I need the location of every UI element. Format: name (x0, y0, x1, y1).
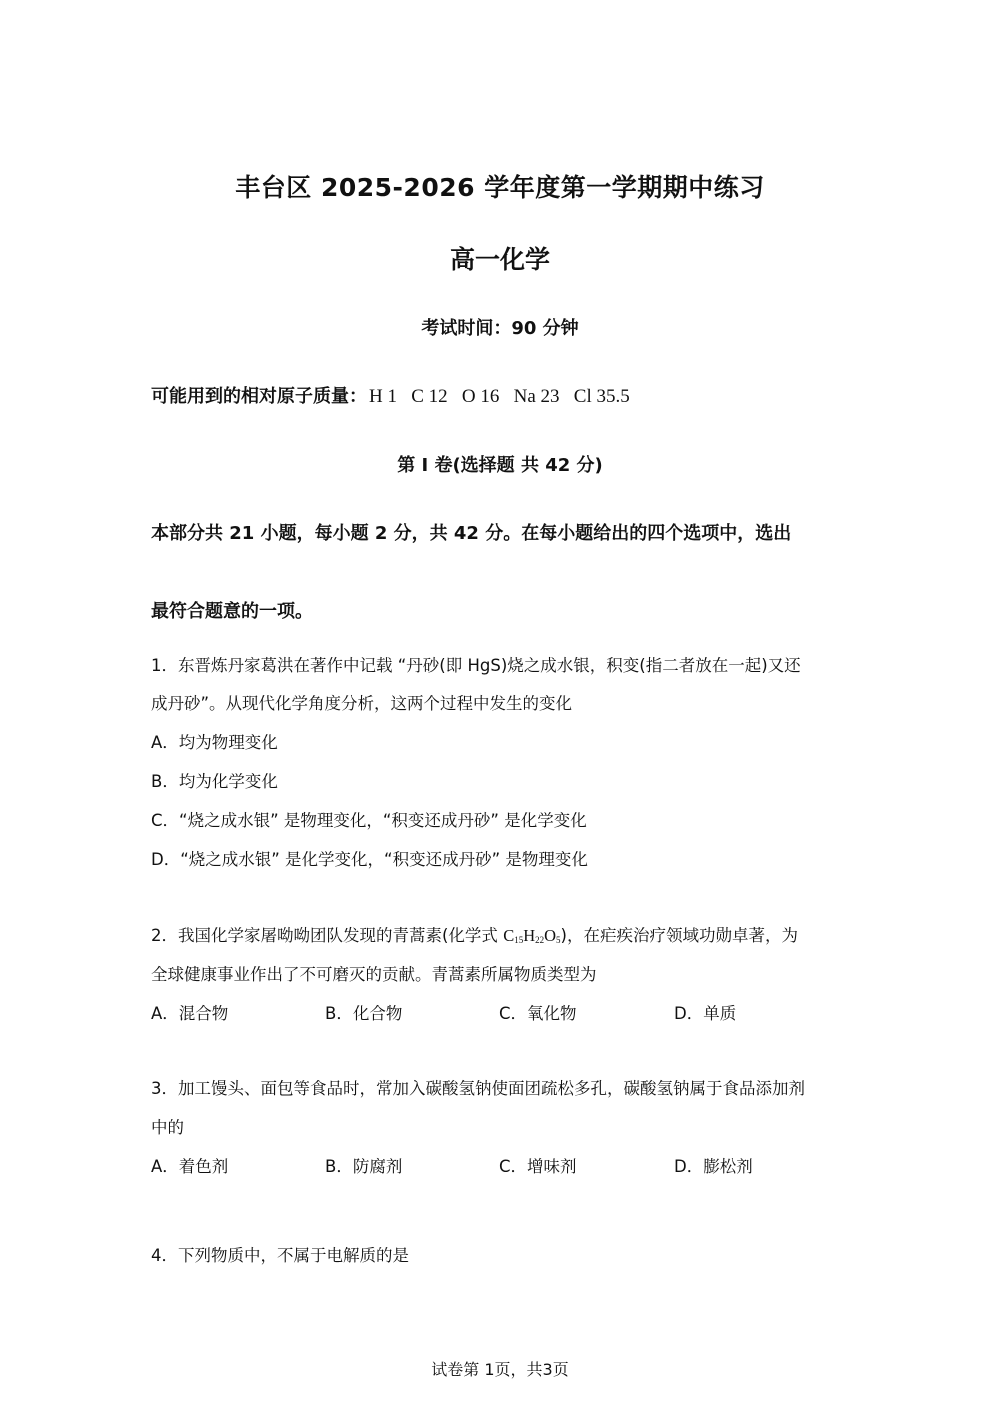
exam-title: 丰台区 2025-2026 学年度第一学期期中练习 (235, 173, 765, 202)
formula-h-count: 22 (535, 935, 545, 945)
question-2-stem-post: )，在疟疾治疗领域功勋卓著，为 (560, 926, 798, 945)
section-instructions-line2: 最符合题意的一项。 (151, 601, 313, 622)
subject-title: 高一化学 (449, 245, 550, 274)
formula-c: C (503, 926, 515, 945)
artemisinin-formula (503, 926, 560, 945)
question-1-option-c: C．“烧之成水银” 是物理变化，“积变还成丹砂” 是化学变化 (151, 811, 587, 830)
question-1-option-a: A．均为物理变化 (151, 733, 278, 752)
question-2-option-d: D．单质 (674, 1004, 737, 1023)
formula-h: H (523, 926, 536, 945)
question-1-option-b: B．均为化学变化 (151, 772, 278, 791)
formula-o: O (544, 926, 557, 945)
question-3-option-a: A．着色剂 (151, 1157, 229, 1176)
question-3-option-c: C．增味剂 (499, 1157, 577, 1176)
question-4-stem-line1: 4．下列物质中，不属于电解质的是 (151, 1246, 409, 1265)
section-instructions-line1: 本部分共 21 小题，每小题 2 分，共 42 分。在每小题给出的四个选项中，选出 (151, 523, 792, 544)
question-3-stem-line2: 中的 (151, 1118, 184, 1137)
atomic-mass-line (151, 382, 630, 408)
question-3-option-b: B．防腐剂 (325, 1157, 403, 1176)
question-2-option-c: C．氧化物 (499, 1004, 577, 1023)
question-2-stem-line2: 全球健康事业作出了不可磨灭的贡献。青蒿素所属物质类型为 (151, 965, 597, 984)
question-2-stem-pre: 2．我国化学家屠呦呦团队发现的青蒿素(化学式 (151, 926, 504, 945)
atomic-mass-label: 可能用到的相对原子质量： (151, 386, 367, 407)
atomic-mass-values: H 1 C 12 O 16 Na 23 Cl 35.5 (369, 386, 630, 407)
question-2-stem-line1 (151, 922, 798, 946)
question-1-stem-line1: 1．东晋炼丹家葛洪在著作中记载 “丹砂(即 HgS)烧之成水银，积变(指二者放在一起)又还 (151, 656, 801, 675)
page-footer: 试卷第 1页，共3页 (431, 1360, 569, 1379)
question-2-option-b: B．化合物 (325, 1004, 403, 1023)
exam-time: 考试时间：90 分钟 (421, 318, 579, 339)
question-2-option-a: A．混合物 (151, 1004, 229, 1023)
formula-c-count: 15 (514, 935, 524, 945)
question-3-option-d: D．膨松剂 (674, 1157, 753, 1176)
question-1-stem-line2: 成丹砂”。从现代化学角度分析，这两个过程中发生的变化 (151, 694, 573, 713)
section-title: 第 I 卷(选择题 共 42 分) (397, 455, 603, 476)
formula-o-count: 5 (556, 935, 561, 945)
question-3-stem-line1: 3．加工馒头、面包等食品时，常加入碳酸氢钠使面团疏松多孔，碳酸氢钠属于食品添加剂 (151, 1079, 805, 1098)
question-1-option-d: D．“烧之成水银” 是化学变化，“积变还成丹砂” 是物理变化 (151, 850, 588, 869)
